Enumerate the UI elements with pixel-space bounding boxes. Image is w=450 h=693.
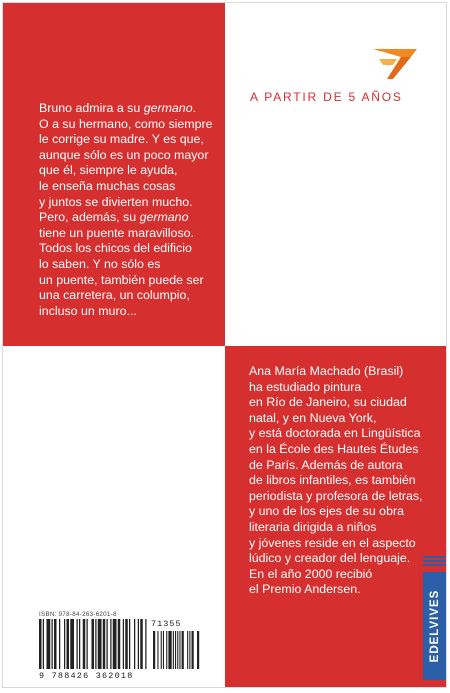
synopsis-line: incluso un muro...	[39, 303, 137, 318]
bio-line: en Río de Janeiro, su ciudad	[249, 395, 407, 410]
synopsis-line: Todos los chicos del edificio	[39, 241, 192, 256]
bio-line: natal, y en Nueva York,	[249, 410, 377, 425]
bio-line: y jóvenes reside en el aspecto	[249, 535, 416, 550]
synopsis-line: Pero, además, su germano	[39, 210, 189, 225]
synopsis-line: y juntos se divierten mucho.	[39, 194, 193, 209]
bio-line: en la École des Hautes Études	[249, 441, 419, 456]
book-back-cover	[2, 2, 447, 688]
bio-line: y está doctorada en Lingüística	[249, 426, 421, 441]
age-range-label: A PARTIR DE 5 AÑOS	[250, 90, 403, 104]
bio-line: ha estudiado pintura	[249, 379, 362, 394]
barcode	[39, 619, 214, 671]
isbn-label: ISBN: 978-84-263-6201-8	[39, 611, 117, 618]
synopsis-line: lo saben. Y no sólo es	[39, 256, 161, 271]
synopsis-line: aunque sólo es un poco mayor	[39, 147, 209, 162]
bio-line: de libros infantiles, es también	[249, 473, 416, 488]
bio-line: En el año 2000 recibió	[249, 566, 373, 581]
publisher-stripes	[423, 556, 447, 570]
synopsis-line: le corrige su madre. Y es que,	[39, 132, 204, 147]
bio-line: el Premio Andersen.	[249, 582, 361, 597]
synopsis-line: tiene un puente maravilloso.	[39, 225, 194, 240]
bio-line: de París. Además de autora	[249, 457, 403, 472]
series-logo-icon	[371, 45, 419, 81]
synopsis-text	[39, 101, 213, 319]
synopsis-line: Bruno admira a su germano.	[39, 101, 197, 115]
bio-line: Ana María Machado (Brasil)	[249, 364, 404, 378]
bio-line: periodista y profesora de letras,	[249, 488, 423, 503]
synopsis-line: O a su hermano, como siempre	[39, 116, 213, 131]
barcode-addon-number: 71355	[151, 619, 182, 629]
synopsis-line: un puente, también puede ser	[39, 272, 204, 287]
synopsis-line: que él, siempre le ayuda,	[39, 163, 178, 178]
publisher-name: EDELVIVES	[429, 589, 441, 663]
author-bio-text	[249, 364, 423, 598]
bio-line: literaria dirigida a niños	[249, 519, 377, 534]
bio-line: lúdico y creador del lenguaje.	[249, 551, 411, 566]
synopsis-line: le enseña muchas cosas	[39, 178, 176, 193]
synopsis-line: una carretera, un columpio,	[39, 288, 190, 303]
barcode-number: 9 788426 362018	[39, 671, 134, 681]
bio-line: y uno de los ejes de su obra	[249, 504, 404, 519]
